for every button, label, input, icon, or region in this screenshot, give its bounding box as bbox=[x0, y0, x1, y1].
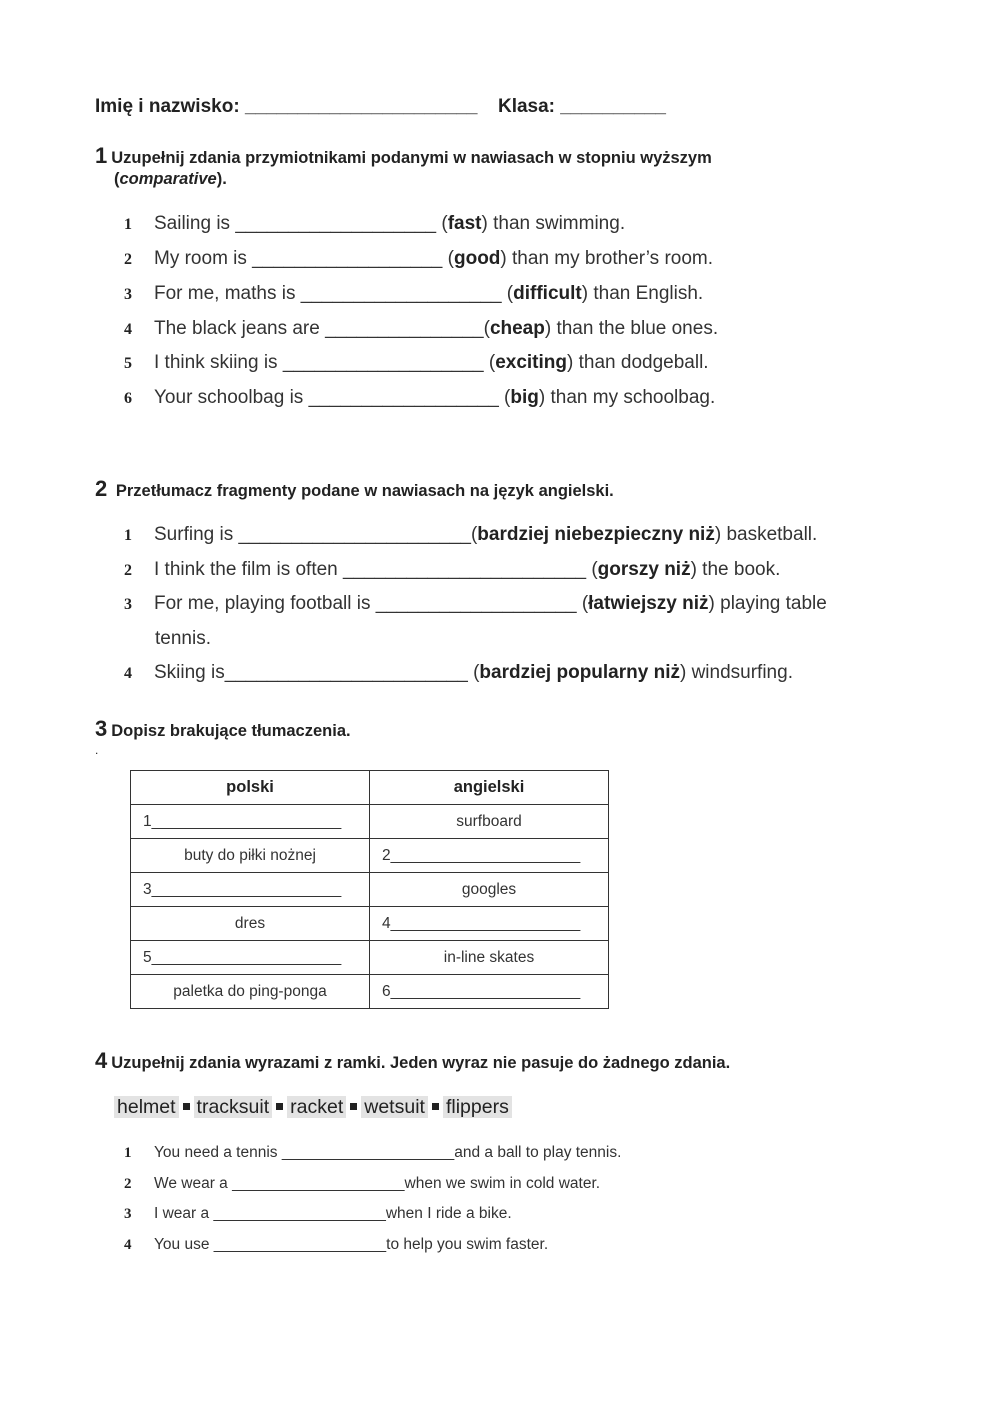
s2-item: 4 Skiing is_______________________ (bardziej popularny niż) windsurfing. bbox=[124, 662, 793, 683]
table-cell: dres bbox=[131, 907, 370, 941]
word-helmet: helmet bbox=[114, 1096, 179, 1118]
table-cell-blank[interactable]: 3______________________ bbox=[131, 873, 370, 907]
table-row bbox=[131, 907, 609, 941]
table-cell-blank[interactable]: 5______________________ bbox=[131, 941, 370, 975]
word-flippers: flippers bbox=[443, 1096, 512, 1118]
section1-number: 1 bbox=[95, 143, 108, 168]
class-blank[interactable]: __________ bbox=[560, 96, 666, 117]
name-blank[interactable]: ______________________ bbox=[244, 96, 478, 117]
s1-item: 6 Your schoolbag is __________________ (big) than my schoolbag. bbox=[124, 387, 716, 408]
section2-title: 2 Przetłumacz fragmenty podane w nawiasach na język angielski. bbox=[95, 476, 614, 501]
s2-item: 1 Surfing is ______________________(bardziej niebezpieczny niż) basketball. bbox=[124, 524, 818, 545]
table-row bbox=[131, 839, 609, 873]
s4-item: 2 We wear a ____________________when we swim in cold water. bbox=[124, 1175, 601, 1192]
column-header: angielski bbox=[370, 771, 609, 805]
s4-item: 3 I wear a ____________________when I ride a bike. bbox=[124, 1205, 512, 1222]
table-cell-blank[interactable]: 4______________________ bbox=[370, 907, 609, 941]
table-cell: surfboard bbox=[370, 805, 609, 839]
section1-title: 1 Uzupełnij zdania przymiotnikami podanymi w nawiasach w stopniu wyższym bbox=[95, 143, 712, 168]
table-header-row bbox=[131, 771, 609, 805]
section4-title: 4 Uzupełnij zdania wyrazami z ramki. Jeden wyraz nie pasuje do żadnego zdania. bbox=[95, 1048, 731, 1073]
table-row bbox=[131, 975, 609, 1009]
table-cell: paletka do ping-ponga bbox=[131, 975, 370, 1009]
s4-item: 1 You need a tennis ____________________and a ball to play tennis. bbox=[124, 1144, 622, 1161]
name-label: Imię i nazwisko: bbox=[95, 96, 240, 117]
s1-item: 1 Sailing is ___________________ (fast) than swimming. bbox=[124, 213, 626, 234]
section1-title-line2: (comparative). bbox=[114, 170, 227, 188]
word-racket: racket bbox=[287, 1096, 346, 1118]
student-header bbox=[95, 96, 666, 118]
s1-item: 4 The black jeans are _______________(cheap) than the blue ones. bbox=[124, 318, 719, 339]
bullet-separator bbox=[183, 1103, 190, 1110]
s1-item: 2 My room is __________________ (good) than my brother’s room. bbox=[124, 248, 714, 269]
s2-item: 2 I think the film is often _______________________ (gorszy niż) the book. bbox=[124, 559, 781, 580]
stray-dot: . bbox=[95, 743, 99, 757]
bullet-separator bbox=[350, 1103, 357, 1110]
section3-number: 3 bbox=[95, 716, 108, 741]
word-box bbox=[114, 1096, 512, 1119]
table-cell-blank[interactable]: 6______________________ bbox=[370, 975, 609, 1009]
table-cell: googles bbox=[370, 873, 609, 907]
s1-item: 5 I think skiing is ___________________ (exciting) than dodgeball. bbox=[124, 352, 709, 373]
table-row bbox=[131, 805, 609, 839]
section4-number: 4 bbox=[95, 1048, 108, 1073]
table-cell: in-line skates bbox=[370, 941, 609, 975]
bullet-separator bbox=[276, 1103, 283, 1110]
table-row bbox=[131, 941, 609, 975]
section3-title: 3 Dopisz brakujące tłumaczenia. bbox=[95, 716, 351, 741]
table-cell: buty do piłki nożnej bbox=[131, 839, 370, 873]
bullet-separator bbox=[432, 1103, 439, 1110]
s1-item: 3 For me, maths is ___________________ (difficult) than English. bbox=[124, 283, 704, 304]
word-wetsuit: wetsuit bbox=[361, 1096, 428, 1118]
word-tracksuit: tracksuit bbox=[194, 1096, 273, 1118]
s2-item3-continuation: tennis. bbox=[155, 628, 211, 649]
table-cell-blank[interactable]: 1______________________ bbox=[131, 805, 370, 839]
s2-item: 3 For me, playing football is ___________________ (łatwiejszy niż) playing table bbox=[124, 593, 827, 614]
s4-item: 4 You use ____________________to help you swim faster. bbox=[124, 1236, 549, 1253]
table-row bbox=[131, 873, 609, 907]
table-cell-blank[interactable]: 2______________________ bbox=[370, 839, 609, 873]
column-header: polski bbox=[131, 771, 370, 805]
translation-table bbox=[130, 770, 609, 1009]
section2-number: 2 bbox=[95, 476, 108, 501]
class-label: Klasa: bbox=[497, 96, 556, 117]
